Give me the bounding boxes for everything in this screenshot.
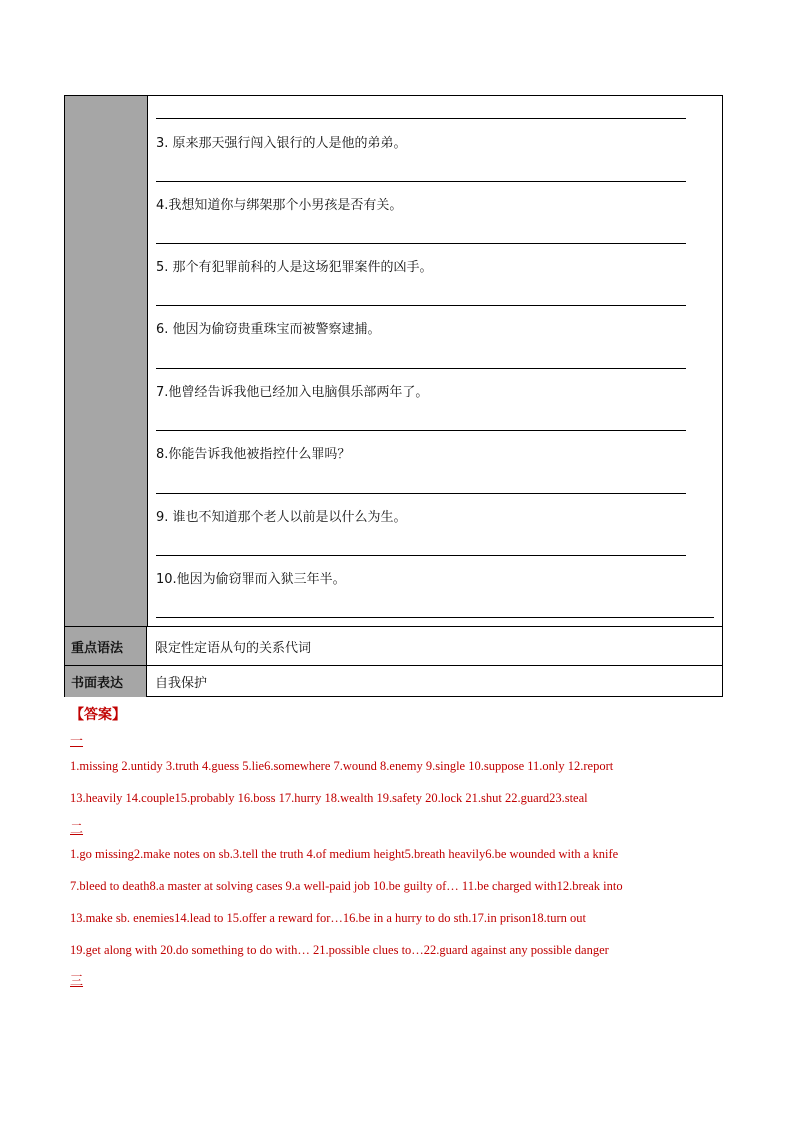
answer-line — [156, 617, 714, 618]
section-heading-1: 一 — [70, 733, 84, 748]
section-heading-3: 三 — [70, 973, 84, 988]
answer-line-text: 1.go missing2.make notes on sb.3.tell the truth 4.of medium height5.breath heavily6.be wounded with a knife — [70, 847, 619, 861]
row-label: 书面表达 — [65, 666, 147, 697]
section-heading-2: 二 — [70, 821, 84, 836]
answer-line — [156, 118, 686, 119]
table-label-column — [65, 96, 148, 626]
sentence-4: 4.我想知道你与绑架那个小男孩是否有关。 — [156, 198, 403, 213]
sentence-3: 3. 原来那天强行闯入银行的人是他的弟弟。 — [156, 136, 407, 151]
sentence-6: 6. 他因为偷窃贵重珠宝而被警察逮捕。 — [156, 322, 381, 337]
row-value: 自我保护 — [155, 676, 208, 691]
sentence-5: 5. 那个有犯罪前科的人是这场犯罪案件的凶手。 — [156, 260, 433, 275]
answer-line — [156, 368, 686, 369]
answer-title: 【答案】 — [70, 708, 126, 723]
answer-key — [70, 704, 750, 990]
sentence-9: 9. 谁也不知道那个老人以前是以什么为生。 — [156, 510, 407, 525]
answer-line-text: 1.missing 2.untidy 3.truth 4.guess 5.lie6.somewhere 7.wound 8.enemy 9.single 10.suppose 11.only 12.report — [70, 759, 614, 773]
answer-line — [156, 243, 686, 244]
sentence-7: 7.他曾经告诉我他已经加入电脑俱乐部两年了。 — [156, 385, 429, 400]
answer-line — [156, 555, 686, 556]
row-writing — [65, 666, 722, 697]
answer-line — [156, 430, 686, 431]
answer-line — [156, 493, 686, 494]
answer-line-text: 7.bleed to death8.a master at solving cases 9.a well-paid job 10.be guilty of… 11.be charged with12.break into — [70, 879, 623, 893]
row-label: 重点语法 — [65, 627, 147, 665]
exercise-table — [64, 95, 723, 697]
row-value: 限定性定语从句的关系代词 — [155, 640, 312, 656]
answer-line-text: 19.get along with 20.do something to do with… 21.possible clues to…22.guard against any possible danger — [70, 943, 609, 957]
sentence-10: 10.他因为偷窃罪而入狱三年半。 — [156, 572, 346, 587]
row-grammar — [65, 627, 722, 665]
answer-line — [156, 181, 686, 182]
sentence-8: 8.你能告诉我他被指控什么罪吗？ — [156, 447, 351, 462]
answer-line — [156, 305, 686, 306]
answer-line-text: 13.make sb. enemies14.lead to 15.offer a reward for…16.be in a hurry to do sth.17.in prison18.turn out — [70, 911, 586, 925]
answer-line-text: 13.heavily 14.couple15.probably 16.boss 17.hurry 18.wealth 19.safety 20.lock 21.shut 22.guard23.steal — [70, 791, 588, 805]
translation-exercises — [148, 96, 722, 626]
